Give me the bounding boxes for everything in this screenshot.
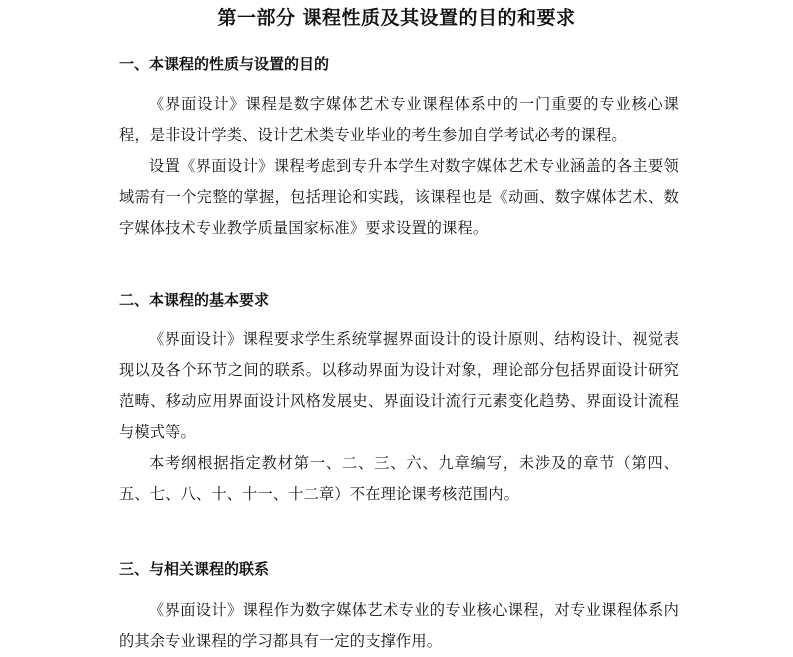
section-2-paragraph-2: 本考纲根据指定教材第一、二、三、六、九章编写，未涉及的章节（第四、五、七、八、十、十一、十二章）不在理论课考核范围内。	[119, 454, 679, 503]
section-heading-2: 二、本课程的基本要求	[119, 291, 270, 309]
section-heading-3: 三、与相关课程的联系	[119, 560, 270, 578]
section-heading-1: 一、本课程的性质与设置的目的	[119, 55, 330, 73]
section-2-paragraph-1: 《界面设计》课程要求学生系统掌握界面设计的设计原则、结构设计、视觉表现以及各个环节之间的联系。以移动界面为设计对象，理论部分包括界面设计研究范畴、移动应用界面设计风格发展史、界面设计流行元素变化趋势、界面设计流程与模式等。	[119, 330, 679, 441]
section-1-paragraph-2: 设置《界面设计》课程考虑到专升本学生对数字媒体艺术专业涵盖的各主要领域需有一个完整的掌握，包括理论和实践，该课程也是《动画、数字媒体艺术、数字媒体技术专业教学质量国家标准》要求设置的课程。	[119, 157, 679, 237]
page-title: 第一部分 课程性质及其设置的目的和要求	[217, 7, 576, 29]
section-1-paragraph-1: 《界面设计》课程是数字媒体艺术专业课程体系中的一门重要的专业核心课程，是非设计学类、设计艺术类专业毕业的考生参加自学考试必考的课程。	[119, 95, 679, 144]
section-3-paragraph-1: 《界面设计》课程作为数字媒体艺术专业的专业核心课程，对专业课程体系内的其余专业课程的学习都具有一定的支撑作用。	[119, 601, 679, 650]
